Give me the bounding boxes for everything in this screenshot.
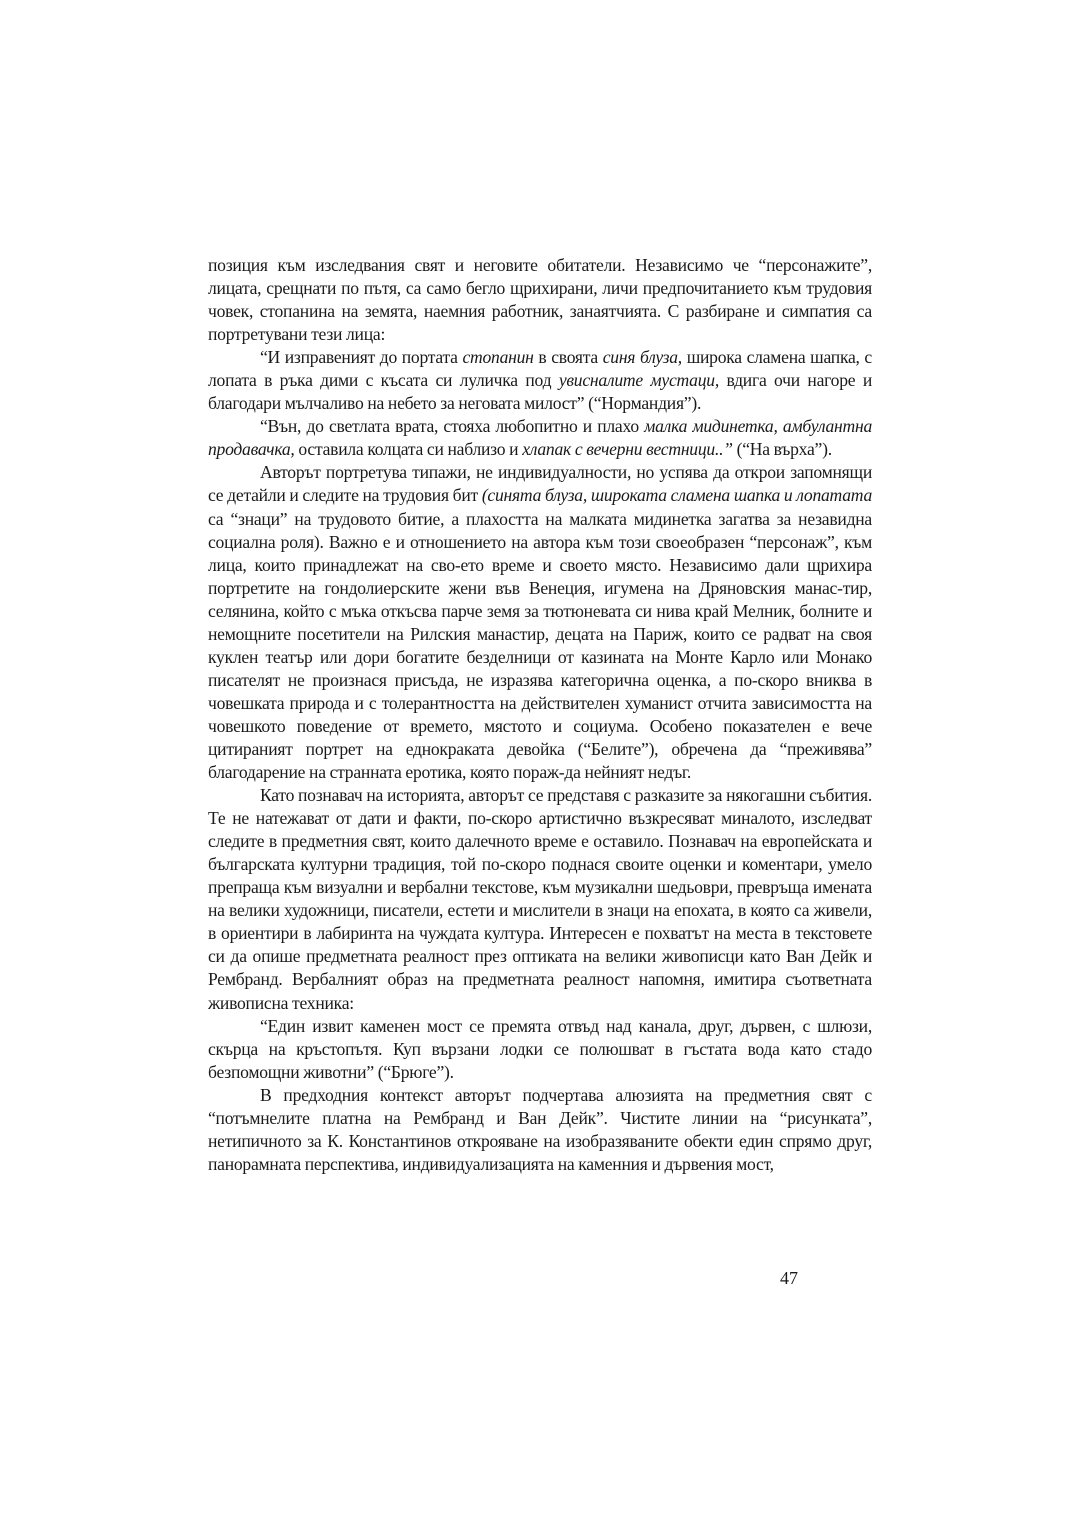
italic-phrase: синя блуза, <box>602 347 682 368</box>
text-run: Като познавач на историята, авторът се представя с разказите за някогашни събития. Те не натежават от дати и факти, по-скоро артистично възкресяват миналото, изследват следите в предметния свят, които далечното време е оставило. Познавач на европейската и българската културни традиция, той по-скоро поднася своите оценки и коментари, умело препраща към визуални и вербални текстове, към музикални шедьоври, превръща имената на велики художници, писатели, естети и мислители в знаци на епохата, в която са живели, в ориентири в лабиринта на чуждата култура. Интересен е похватът на места в текстовете си да опише предметната реалност през оптиката на велики живописци като Ван Дейк и Рембранд. Вербалният образ на предметната реалност напомня, имитира съответната живописна техника: <box>208 785 872 1013</box>
quote-on-the-peak <box>208 415 872 461</box>
quote-normandy <box>208 346 872 415</box>
paragraph-rembrandt <box>208 1084 872 1176</box>
text-run: широка сламена шапка, с лопата в ръка дими с късата си луличка под <box>208 347 872 391</box>
body-text <box>208 254 872 1176</box>
text-run: “Вън, до светлата врата, стояха любопитно и плахо <box>260 416 645 437</box>
paragraph-portraits <box>208 461 872 784</box>
italic-phrase: хлапак с вечерни вестници..” <box>522 439 733 460</box>
text-run: “И изправеният до портата <box>260 347 463 368</box>
italic-phrase: малка мидинетка, амбулантна продавачка, <box>208 416 872 460</box>
italic-phrase: увисналите мустаци, <box>558 370 719 391</box>
italic-phrase: (синята блуза, широката сламена шапка и лопатата <box>481 485 872 506</box>
text-run: Авторът портретува типажи, не индивидуалности, но успява да открои запомнящи се детайли и следите на трудовия бит <box>208 462 872 506</box>
text-run: вдига очи нагоре и благодари мълчаливо на небето за неговата милост” (“Нормандия”). <box>208 370 872 414</box>
paragraph-history <box>208 784 872 1014</box>
text-run: (“На върха”). <box>732 439 832 460</box>
text-run: позиция към изследвания свят и неговите обитатели. Независимо че “персонажите”, лицата, срещнати по пътя, са само бегло щрихирани, личи предпочитанието към трудовия човек, стопанина на земята, наемния работник, занаятчията. С разбиране и симпатия са портретувани тези лица: <box>208 255 872 345</box>
italic-phrase: стопанин <box>462 347 534 368</box>
text-run: “Един извит каменен мост се премята отвъд над канала, друг, дървен, с шлюзи, скърца на кръстопътя. Куп вързани лодки се полюшват в гъстата вода като стадо безпомощни животни” (“Брюге”). <box>208 1015 872 1082</box>
quote-bruges <box>208 1015 872 1084</box>
paragraph-1 <box>208 254 872 346</box>
page-number: 47 <box>780 1268 798 1288</box>
text-run: в своята <box>533 347 603 368</box>
text-run: оставила колцата си наблизо и <box>294 439 523 460</box>
text-run: са “знаци” на трудовото битие, а плахостта на малката мидинетка загатва за незавидна социална роля). Важно е и отношението на автора към този своеобразен “персонаж”, към лица, които принадлежат на сво-ето време и своето място. Независимо дали щрихира портретите на гондолиерските жени във Венеция, игумена на Дряновския манас-тир, селянина, който с мъка откъсва парче земя за тютюневата си нива край Мелник, болните и немощните посетители на Рилския манастир, децата на Париж, които се радват на своя куклен театър или дори богатите безделници от казината на Монте Карло или Монако писателят не произнася присъда, не изразява категорична оценка, а по-скоро вниква в човешката природа и с толерантността на действителен хуманист отчита зависимостта на човешкото поведение от времето, мястото и социума. Особено показателен е вече цитираният портрет на еднокраката девойка (“Белите”), обречена да “преживява” благодарение на странната еротика, която пораж-да нейният недъг. <box>208 508 872 783</box>
text-run: В предходния контекст авторът подчертава алюзията на предметния свят с “потъмнелите платна на Рембранд и Ван Дейк”. Чистите линии на “рисунката”, нетипичното за К. Константинов открояване на изобразяваните обекти един спрямо друг, панорамната перспектива, индивидуализацията на каменния и дървения мост, <box>208 1084 872 1174</box>
